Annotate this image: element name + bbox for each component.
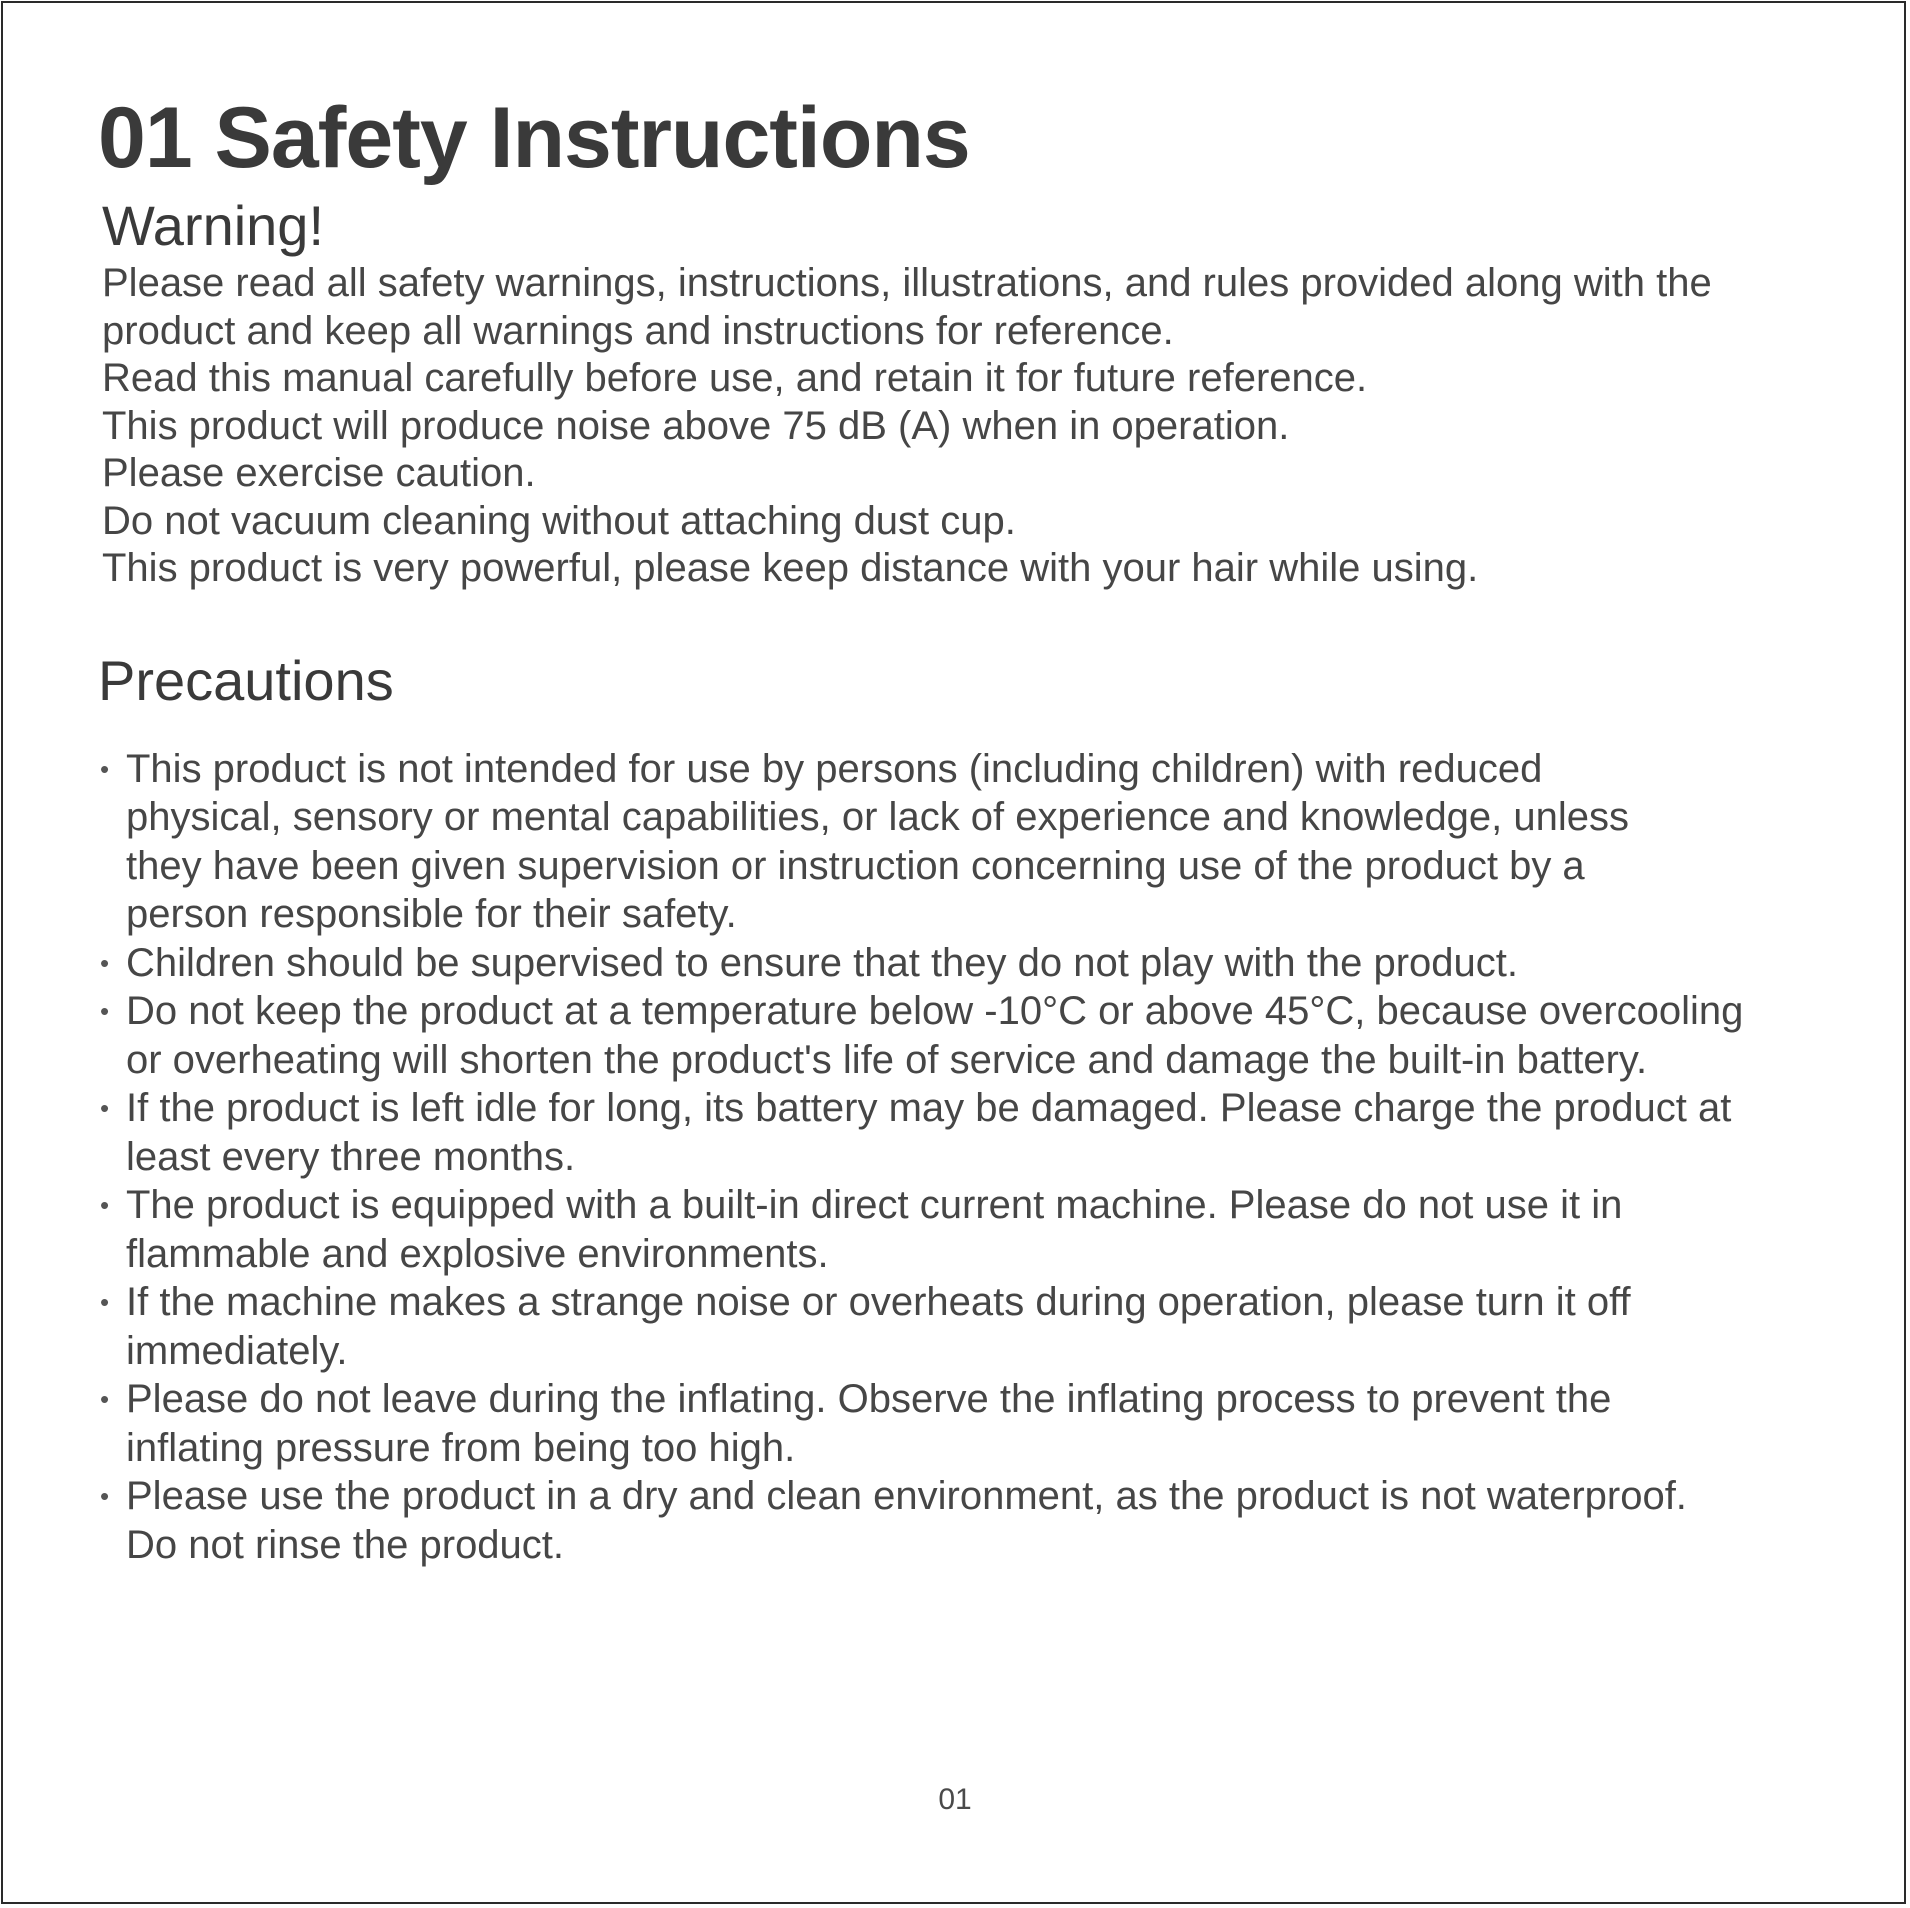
page-title: 01 Safety Instructions <box>98 90 970 186</box>
warning-text <box>102 260 1798 593</box>
bullet-icon: • <box>100 947 110 978</box>
precaution-line: Please do not leave during the inflating. Observe the inflating process to prevent the <box>126 1377 1612 1421</box>
bullet-icon: • <box>100 753 110 784</box>
page-content <box>98 90 1798 1569</box>
bullet-icon: • <box>100 1093 110 1123</box>
warning-line: Read this manual carefully before use, and retain it for future reference. <box>102 356 1368 400</box>
precaution-line: flammable and explosive environments. <box>126 1231 829 1276</box>
precaution-item <box>98 1375 1798 1472</box>
precaution-line: Do not rinse the product. <box>126 1522 565 1567</box>
bullet-icon: • <box>100 1481 110 1511</box>
precaution-item <box>98 1472 1798 1569</box>
bullet-icon: • <box>100 1384 110 1414</box>
warning-line: Please exercise caution. <box>102 451 536 495</box>
precautions-heading: Precautions <box>98 648 394 712</box>
precaution-item <box>98 1181 1798 1278</box>
warning-line: This product will produce noise above 75 dB (A) when in operation. <box>102 403 1290 448</box>
warning-heading: Warning! <box>102 194 325 257</box>
warning-line: This product is very powerful, please keep distance with your hair while using. <box>102 546 1479 590</box>
precaution-line: This product is not intended for use by persons (including children) with reduced <box>126 746 1543 791</box>
warning-line: Please read all safety warnings, instructions, illustrations, and rules provided along with the <box>102 261 1712 305</box>
warning-line: product and keep all warnings and instructions for reference. <box>102 308 1174 353</box>
bullet-icon: • <box>100 1190 110 1220</box>
precaution-line: they have been given supervision or instruction concerning use of the product by a <box>126 843 1585 888</box>
precaution-line: The product is equipped with a built-in direct current machine. Please do not use it in <box>126 1183 1623 1227</box>
precaution-line: Do not keep the product at a temperature below -10°C or above 45°C, because overcooling <box>126 989 1744 1033</box>
precaution-line: Children should be supervised to ensure that they do not play with the product. <box>126 940 1518 985</box>
warning-line: Do not vacuum cleaning without attaching dust cup. <box>102 498 1016 543</box>
bullet-icon: • <box>100 996 110 1026</box>
bullet-icon: • <box>100 1287 110 1317</box>
precaution-line: Please use the product in a dry and clean environment, as the product is not waterproof. <box>126 1474 1687 1518</box>
page-number: 01 <box>938 1783 972 1816</box>
precaution-item <box>98 939 1798 988</box>
precaution-item <box>98 745 1798 939</box>
precautions-list <box>98 745 1798 1570</box>
precaution-line: immediately. <box>126 1328 348 1373</box>
precaution-line: or overheating will shorten the product's life of service and damage the built-in battery. <box>126 1037 1648 1082</box>
precaution-item <box>98 987 1798 1084</box>
precaution-line: least every three months. <box>126 1134 576 1179</box>
precaution-item <box>98 1278 1798 1375</box>
precaution-line: physical, sensory or mental capabilities, or lack of experience and knowledge, unless <box>126 795 1630 839</box>
precaution-line: If the product is left idle for long, its battery may be damaged. Please charge the product at <box>126 1086 1732 1130</box>
precaution-line: person responsible for their safety. <box>126 892 737 936</box>
precaution-line: If the machine makes a strange noise or overheats during operation, please turn it off <box>126 1280 1631 1324</box>
precaution-item <box>98 1084 1798 1181</box>
precaution-line: inflating pressure from being too high. <box>126 1425 796 1470</box>
